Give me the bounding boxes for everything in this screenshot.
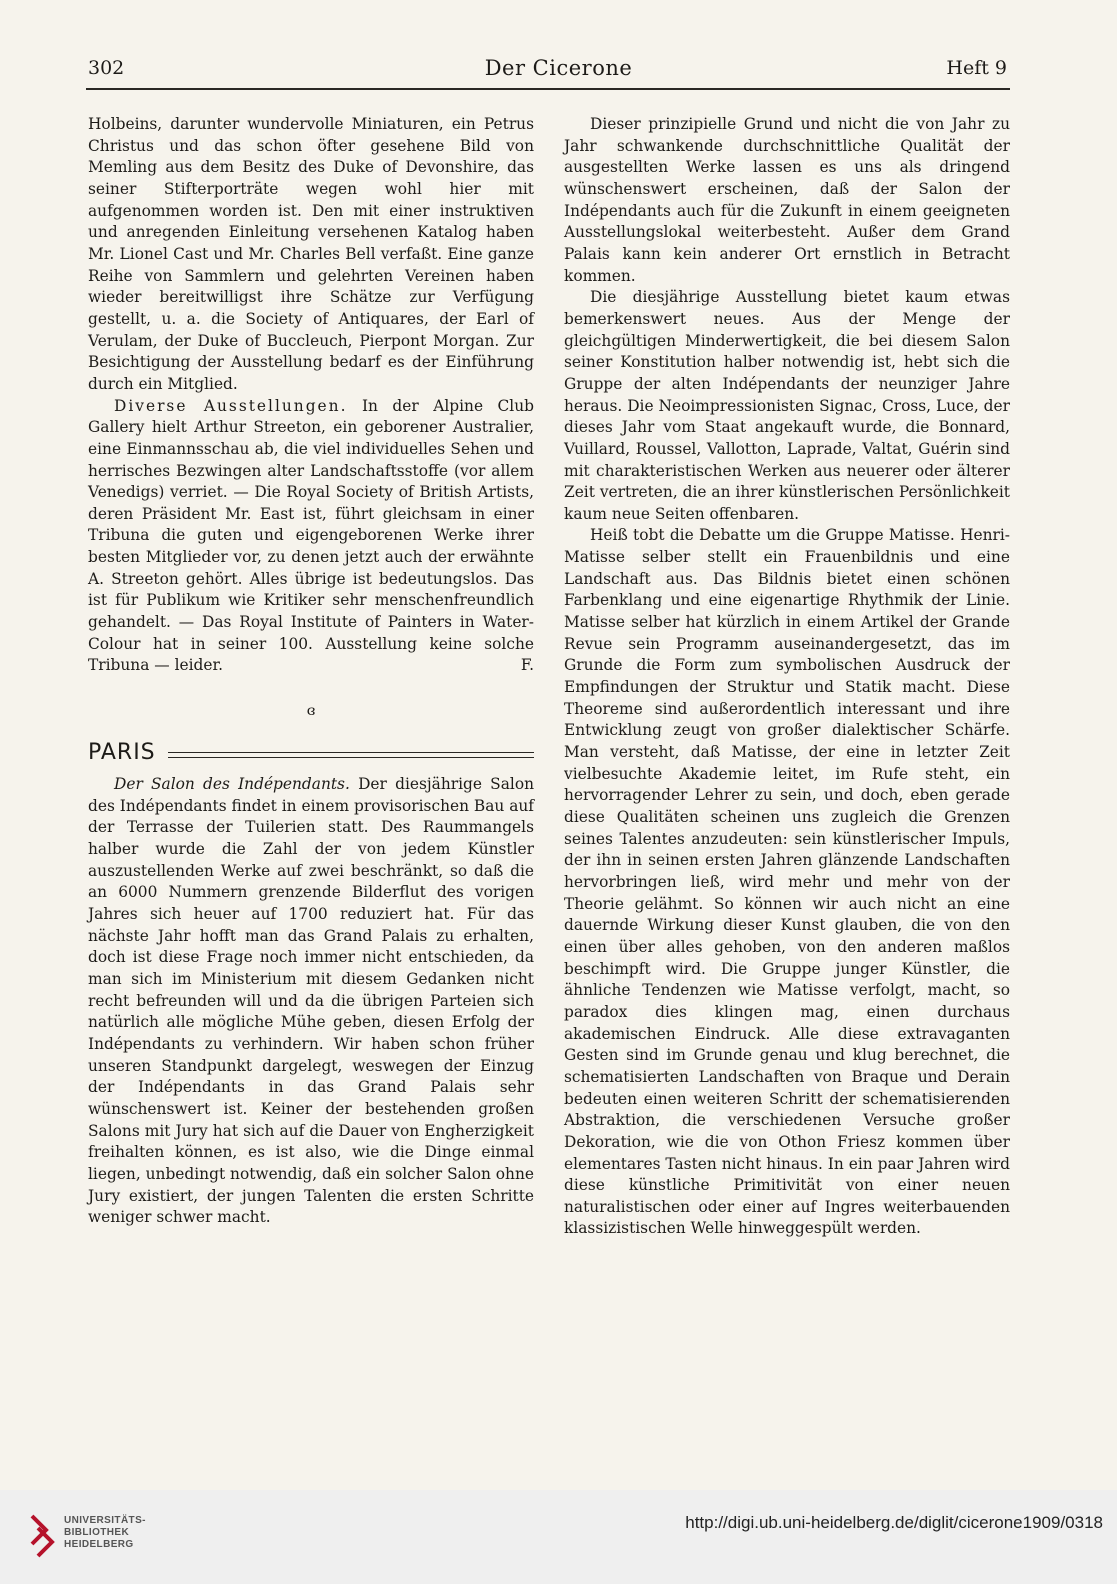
header-rule bbox=[86, 88, 1010, 90]
library-footer bbox=[0, 1490, 1117, 1584]
library-name-line: BIBLIOTHEK bbox=[64, 1527, 130, 1538]
author-signature: F. bbox=[520, 656, 534, 675]
library-name bbox=[64, 1515, 146, 1551]
paragraph-lead: Diverse Ausstellungen. bbox=[114, 396, 348, 415]
section-ornament: ɞ bbox=[306, 703, 316, 720]
journal-title: Der Cicerone bbox=[484, 56, 633, 80]
paragraph: Heiß tobt die Debatte um die Gruppe Matisse. Henri-Matisse selber stellt ein Frauenbildnis und eine Landschaft aus. Das Bildnis bietet einen schönen Farbenklang und eine eigenartige Rhythmik der Linie. Matisse selber hat kürzlich in einem Artikel der Grande Revue sein Programm auseinandergesetzt, das im Grunde die Form zum symbolischen Ausdruck der Empfindungen der Struktur und Statik macht. Diese Theoreme sind außerordentlich interessant und ihre Entwicklung zeugt von großer dialektischer Schärfe. Man versteht, daß Matisse, der eine in letzter Zeit vielbesuchte Akademie leitet, im Rufe steht, ein hervorragender Lehrer zu sein, und doch, eben gerade diese Qualitäten scheinen uns zugleich die Grenzen seines Talentes anzudeuten: sein künstlerischer Impuls, der ihn in seinen ersten Jahren glänzende Landschaften hervorbringen ließ, wird mehr und mehr von der Theorie gelähmt. So können wir auch nicht an eine dauernde Wirkung dieser Kunst glauben, die von den einen über alles gehoben, von den anderen maßlos beschimpft wird. Die Gruppe junger Künstler, die ähnliche Tendenzen wie Matisse verfolgt, macht, so paradox dies klingen mag, einen durchaus akademischen Eindruck. Alle diese extravaganten Gesten sind im Grunde genau und klug berechnet, die schematisierten Landschaften von Braque und Derain bedeuten einen weiteren Schritt der schematisierenden Abstraktion, die verschiedenen Versuche großer Dekoration, wie die von Othon Friesz kommen über elementares Tasten nicht hinaus. In ein paar Jahren wird diese künstliche Primitivität von einer neuen naturalistischen oder einer auf Ingres weiterbauenden klassizistischen Welle hinweggespült werden. bbox=[564, 526, 1010, 1238]
section-rule bbox=[168, 752, 534, 758]
library-name-line: HEIDELBERG bbox=[64, 1539, 134, 1550]
source-url-link[interactable]: http://digi.ub.uni-heidelberg.de/diglit/cicerone1909/0318 bbox=[685, 1513, 1103, 1532]
paragraph-body: Der diesjährige Salon des Indépendants findet in einem provisorischen Bau auf der Terrasse der Tuilerien statt. Des Raummangels halber wurde die Zahl der von jedem Künstler auszustellenden Werke auf zwei beschränkt, so daß die an 6000 Nummern grenzende Bilderflut des vorigen Jahres sich heuer auf 1700 reduziert hat. Für das nächste Jahr hofft man das Grand Palais zu erhalten, doch ist diese Frage noch immer nicht entschieden, da man sich im Ministerium mit diesem Gedanken nicht recht befreunden will und da die übrigen Parteien sich natürlich alle mögliche Mühe geben, diesen Erfolg der Indépendants zu verhindern. Wir haben schon früher unseren Standpunkt dargelegt, weswegen der Einzug der Indépendants in das Grand Palais sehr wünschenswert ist. Keiner der bestehenden großen Salons mit Jury hat sich auf die Dauer von Engherzigkeit freihalten können, es ist also, wie die Dinge einmal liegen, unbedingt notwendig, daß ein solcher Salon ohne Jury existiert, der jungen Talenten die ersten Schritte weniger schwer macht. bbox=[88, 775, 534, 1227]
paragraph-body: In der Alpine Club Gallery hielt Arthur Streeton, ein geborener Australier, eine Einmannsschau ab, die viel individuelles Sehen und herrisches Bezwingen alter Landschaftsstoffe (vor allem Venedigs) verriet. — Die Royal Society of British Artists, deren Präsident Mr. East ist, führt gleichsam in einer Tribuna die guten und eigengeborenen Werke ihrer besten Mitglieder vor, zu denen jetzt auch der erwähnte A. Streeton gehört. Alles übrige ist bedeutungslos. Das ist für Publikum wie Kritiker sehr menschenfreundlich gehandelt. — Das Royal Institute of Painters in Water-Colour hat in seiner 100. Ausstellung keine solche Tribuna — leider. bbox=[88, 396, 534, 675]
left-column bbox=[88, 114, 534, 1229]
paragraph-lead: Der Salon des Indépendants. bbox=[114, 775, 350, 794]
paragraph bbox=[88, 396, 534, 678]
paragraph: Die diesjährige Ausstellung bietet kaum etwas bemerkenswert neues. Aus der Menge der gleichgültigen Minderwertigkeit, die bei diesem Salon seiner Konstitution halber notwendig ist, hebt sich die Gruppe der alten Indépendants der neunziger Jahre heraus. Die Neoimpressionisten Signac, Cross, Luce, der dieses Jahr vom Staat angekauft wurde, die Bonnard, Vuillard, Roussel, Vallotton, Laprade, Valtat, Guérin sind mit charakteristischen Werken aus neuerer oder älterer Zeit vertreten, die an ihrer künstlerischen Persönlichkeit kaum neue Seiten offenbaren. bbox=[564, 288, 1010, 523]
issue-number: Heft 9 bbox=[946, 57, 1007, 79]
paragraph: Dieser prinzipielle Grund und nicht die von Jahr zu Jahr schwankende durchschnittliche Qualität der ausgestellten Werke lassen es uns als dringend wünschenswert erscheinen, daß der Salon der Indépendants auch für die Zukunft in einem geeigneten Ausstellungslokal weiterbesteht. Außer dem Grand Palais kann kein anderer Ort ernstlich in Betracht kommen. bbox=[564, 115, 1010, 285]
right-column bbox=[564, 114, 1010, 1240]
page-number: 302 bbox=[88, 57, 125, 79]
library-name-line: UNIVERSITÄTS- bbox=[64, 1515, 146, 1526]
paragraph: Holbeins, darunter wundervolle Miniaturen, ein Petrus Christus und das schon öfter gesehene Bild von Memling aus dem Besitz des Duke of Devonshire, das seiner Stifterporträte wegen wohl hier mit aufgenommen worden ist. Den mit einer instruktiven und anregenden Einleitung versehenen Katalog haben Mr. Lionel Cast und Mr. Charles Bell verfaßt. Eine ganze Reihe von Sammlern und gelehrten Vereinen haben wieder bereitwilligst ihre Schätze zur Verfügung gestellt, u. a. die Society of Antiquares, der Earl of Verulam, der Duke of Buccleuch, Pierpont Morgan. Zur Besichtigung der Ausstellung bedarf es der Einführung durch ein Mitglied. bbox=[88, 115, 534, 393]
paragraph bbox=[88, 774, 534, 1229]
section-title: PARIS bbox=[88, 740, 156, 766]
library-logo-icon bbox=[30, 1512, 56, 1560]
section-heading bbox=[88, 734, 534, 772]
